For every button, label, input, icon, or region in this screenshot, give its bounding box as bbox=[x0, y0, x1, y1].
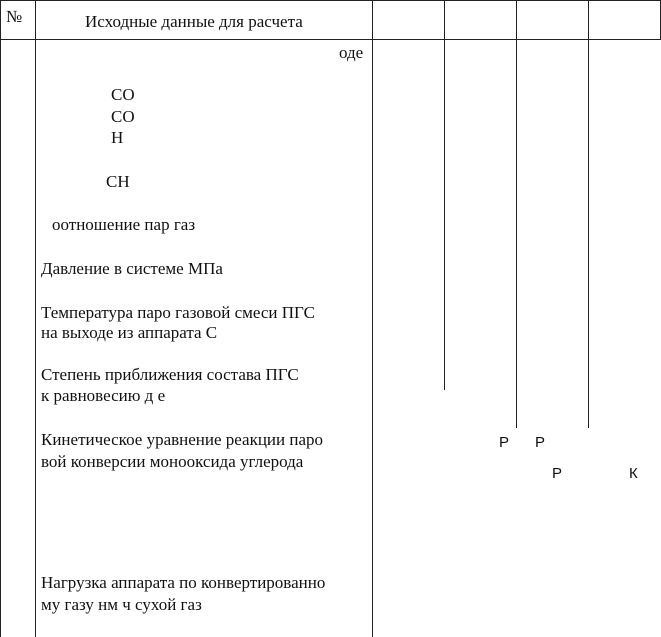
table-top-border bbox=[0, 0, 661, 1]
row-equilibrium-degree-line-2: к равновесию д е bbox=[41, 386, 166, 405]
row-co-1: CO bbox=[111, 85, 135, 104]
value-column-divider-2 bbox=[516, 0, 517, 428]
row-steam-gas-ratio: оотношение пар газ bbox=[52, 215, 196, 234]
value-column-divider-1 bbox=[444, 0, 445, 390]
formula-symbol-p2: P bbox=[535, 434, 546, 451]
data-column-divider bbox=[372, 0, 373, 637]
row-load-line-1: Нагрузка аппарата по конвертированно bbox=[41, 573, 326, 592]
row-equilibrium-degree-line-1: Степень приближения состава ПГС bbox=[41, 365, 299, 384]
row-kinetic-equation-line-2: вой конверсии монооксида углерода bbox=[41, 452, 304, 471]
row-kinetic-equation-line-1: Кинетическое уравнение реакции паро bbox=[41, 430, 324, 449]
row-co-2: CO bbox=[111, 107, 135, 126]
num-column-divider bbox=[35, 0, 36, 637]
row-pressure: Давление в системе МПа bbox=[41, 259, 223, 278]
formula-symbol-p3: P bbox=[552, 465, 563, 482]
row-ch: CH bbox=[106, 172, 130, 191]
row-load-line-2: му газу нм ч сухой газ bbox=[41, 595, 202, 614]
header-bottom-border bbox=[0, 39, 661, 40]
row-temperature-line-1: Температура паро газовой смеси ПГС bbox=[41, 303, 315, 322]
source-data-header: Исходные данные для расчета bbox=[85, 12, 303, 31]
row-fragment-ode: оде bbox=[339, 43, 364, 62]
row-temperature-line-2: на выходе из аппарата С bbox=[41, 323, 218, 342]
value-column-divider-3 bbox=[588, 0, 589, 428]
left-border bbox=[0, 0, 1, 637]
number-column-header: № bbox=[6, 7, 23, 26]
row-h: H bbox=[111, 128, 124, 147]
formula-symbol-k: К bbox=[629, 465, 638, 482]
formula-symbol-p1: P bbox=[499, 434, 510, 451]
